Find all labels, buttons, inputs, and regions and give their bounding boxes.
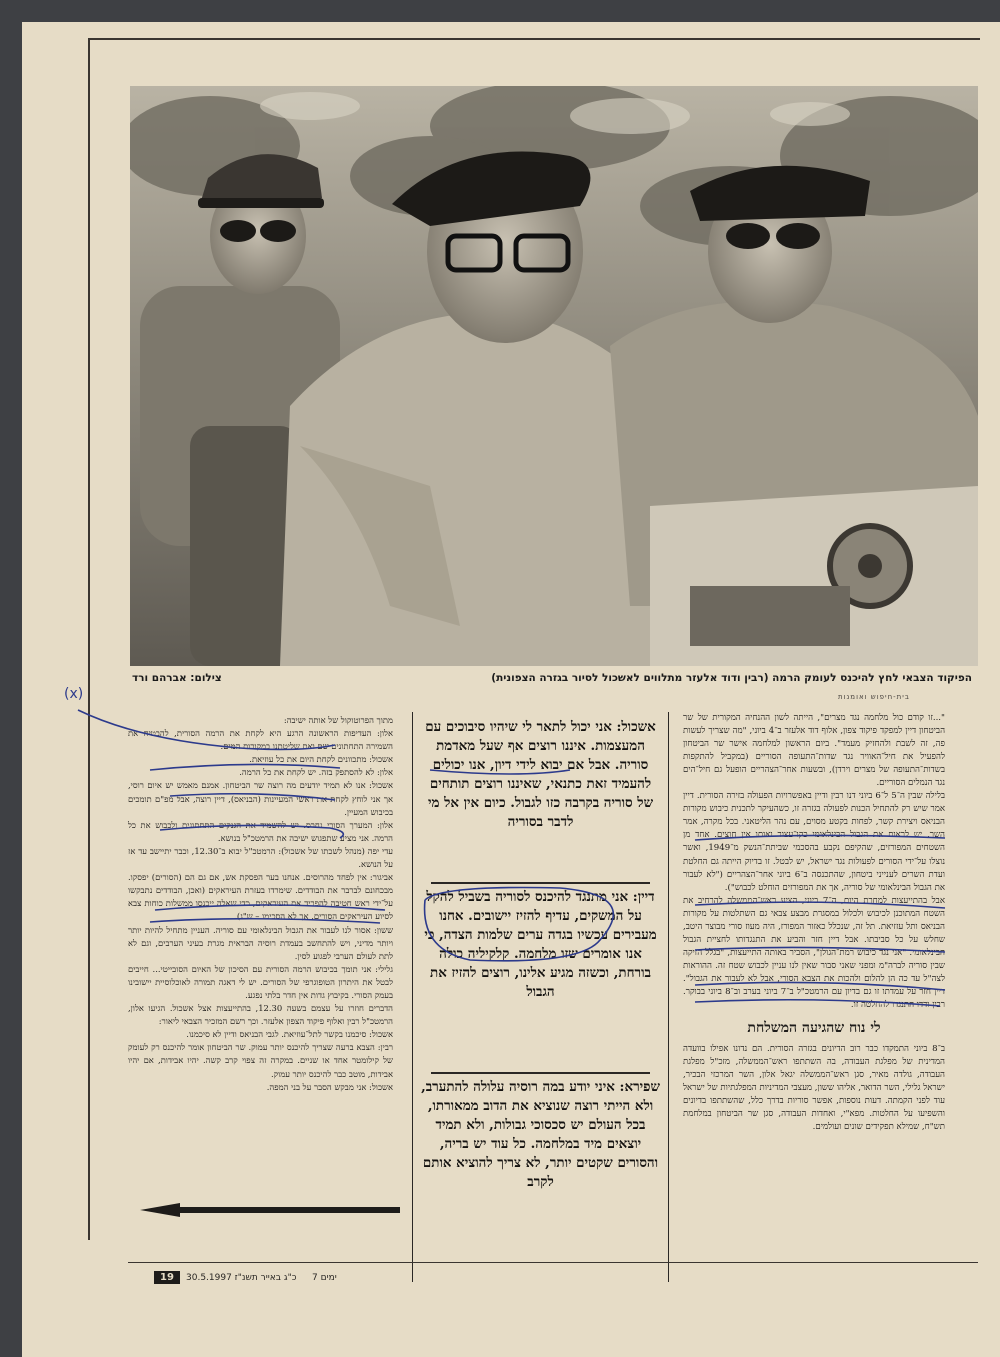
paragraph: אבל בהתייעצות למחרת היום, ה־7 ביוני, הציע ראש־הממשלה להרחיב את השטח המתוכנן לכיבוש ולכלול במסגרת מבצע צבאי גם השתלטות על מקורות הבניאס ותל עזזיאת. תל זה, שנכלל כאזור המפורז, היה מעוז סורי מבוצר היטב, שחלש על כל סביבתו. אבל דיין חזר והביע את התנגדותו לחציית הגבול הבינלאומי. "אני נגד כיבוש רמת־הגולן", הסביר באותה התייעצות, "בגלל הזיקה שבין סוריה לברה"מ ומפני שאני סבור שאין לנו עניין לכבוש שטח זה. ההוראות לצה"ל עד כה הן להלום ולהכות את הצבא הסורי, אבל לא לעבור את הגבול". דיין חזר על עמדתו זו גם בדיון עם הרמטכ"ל ב־7 ביוני בערב וב־8 ביוני בבוקר. רבין ודדו התנגדו להחלטה זו.: [683, 895, 945, 1011]
paragraph: אלון: המערך הסורי נחרס. יש להשמיד את הגנקים התחתונים ולכבוש את כל הרמה. אני מציע שתפגוש ישיבה את הרמטכ"ל בנושא.: [128, 819, 393, 843]
paragraph: "...זו קודם כול מלחמה נגד מצרים", הייתה לשון ההנחיה המקורית של שר הביטחון דיין למפקד פיקוד צפון, אלוף דוד אלעזר ב־4 ביוני, "מה שצריך לעשות פה, זה לשבת ולהחזיק מעמד". ביום הראשון למלחמה אישר שר הביטחון להפעיל את חיל־האוויר נגד שדות־התעופה הסוריים (במקביל להתקפות בשדות־התעופה של מצרים וירדן), ובשעות אחר־הצהריים הופעל גם חיל־הים נגד הנמלים הסוריים.: [683, 713, 946, 789]
paragraph: אשכול: אנו לא תמיד יודעים מה רוצה שר הביטחון. אמנם מאמש יש איום רוסי, אך אני לוחץ לקחת את ראשי המעיינות (הבניאס), דיין רוצה, אבל מפ"ם תומכים בכיבוש המעיין.: [128, 780, 393, 817]
archive-stamp: בית-חיפוש ואומנות: [838, 693, 910, 701]
page-footer: [128, 1262, 978, 1287]
paragraph: עדי יפה (מנהל לשכתו של אשכול): הרמטכ"ל יבוא ב־12.30, וכבר יתיישב עד אז על הנושא.: [128, 845, 393, 870]
pull-quote-column: [412, 712, 669, 1282]
article-column-left: [128, 714, 393, 1094]
photo-caption: הפיקוד הצבאי לחץ להיכנס לעומק הרמה (רבין ודוד אלעזר מתלווים לאשכול לסיור בגזרה הצפונית): [491, 672, 972, 684]
paragraph: אשכול: מתכוונים לקחת היום את כל עוזיאת.: [249, 754, 393, 765]
paragraph: מתוך הפרוטוקול של אותה ישיבה:: [283, 715, 393, 725]
page-number: 19: [154, 1271, 180, 1284]
pull-quote-eshkol: אשכול: אני יכול לתאר לי שיהיו סיבוכים עם המעצמות. איננו רוצים אף שעל מאדמת סוריה. אבל אם יבוא לידי דיון, אנו יכולים להעמיד זאת כתנאי, שאיננו רוצים תותחים של סוריה בקרבה כזו לגבול. כיום אין אל מי לדבר בסוריה: [425, 719, 656, 830]
paragraph: בלילה שבין ה־5 ל־6 ביוני דנו רבין ודיין באפשרויות הפעולה בזירה הסורית. דיין אמר שיש רק להתחיל הכנות לפעולה בגזרה זו, כשהעיקר לתכנית כיבוש מקורות הבניאס ויצירת קשר, לפחות בקטע מסוים, עם נהר הליטאני. בכל מקרה, אמר השר, יש לראות את הגבול הבינלאומי כקו־עצור ואותו אין חוצים. אחד מן השטחים המפורזים, שהקיפם נקבע בהסכמי שביתת־הנשק מ־1949, ואשר נוצלו על־ידי הסורים לפעולות נגד ישראל, יש לבטל. זו בדיוק הייתה גם החלטת ועדת השרים לענייני ביטחון, שהתכנסה ב־6 ביוני אחר־הצהריים ("לא לעבור את הגבול הבינלאומי של סוריה, אך את המפורזים הוחלט לכבוש").: [683, 791, 945, 893]
paragraph: אלון: העדיפות הראשונה הרגע היא לקחת את הרמה הסורית, להבטיח את השמירה התחתונים שם ואת שליטתנו במקורות המים.: [128, 728, 393, 752]
paragraph: רבין: הצבא ברעה שצריך להיכנס יותר עמוק. שר הביטחון אומר להיכנס רק לעומק של קילומטר אחד או שניים. במקרה זה צפוי קרב קשה. יהיו אבידות, אם יהיו אבידות, מוטב כבר להיכנס יותר עמוק.: [128, 1042, 393, 1079]
issue-date: 30.5.1997 כ"ג באייר תשנ"ז: [186, 1273, 297, 1283]
end-of-article-arrow-icon: [140, 1203, 400, 1217]
paragraph: ששון: אסור לנו לעבור את הגבול הבינלאומי עם סוריה. העניין מתחיל להיות יותר ויותר מדיני, ויש להתחשב בעמדת רוסיה הבראית מגרת בעיני הערבים, וגם לא לתת לעולם הערבי לפגוע לסין.: [128, 924, 393, 961]
paragraph: הדברים חוזרו על עצמם בשעה 12.30, בהתייעצות אצל אשכול. הגיעו אלון, הרמטכ"ל רבין ואלוף פיקוד הצפון אלעזר. וכך רשם המזכיר הצבאי ליאור:: [128, 1003, 393, 1027]
article-column-right: [683, 712, 945, 1134]
paragraph: גלילי: אני תומך בכיבוש הרמה הסורית עם הסיכון של האיום הסובייטי... חייבים לבטל את היתרון הטופוגרפי של הסורים. יש לי דאגה תמורה לאוכלוסיית יישובינו בעמק הסורי. בקיבוץ גדות אין חדר בלתי נפגע.: [128, 963, 393, 1000]
quote-divider: [431, 1072, 650, 1074]
publication-name: 7 ימים: [312, 1273, 337, 1283]
paragraph: אלון: לא להסתפק בזה. יש לקחת את כל הרמה.: [239, 767, 393, 778]
paragraph: אביגור: אין לפחד מהרוסים. אנחנו בער הפסקת אש, אם גם הם (הסורים) יפסקו. מבכחונם לברבר את הבודדים. שימרדו בעזרת העיראקים (ואכן, הבודדים נתבקשו על־ידי ראש חטיבה להפריד את העיראקים, כדי שאלה ייכנסו ממשלות כוחות צבא לסיוע העיראקים הסורים, אך לא הסכימו – ש"ג).: [128, 872, 393, 922]
news-photograph: [130, 86, 978, 666]
photo-credit: צילום: אברהם ורד: [132, 672, 222, 684]
paragraph: ב־8 ביוני התמקדו כבר רוב הדיונים בגזרה הסורית. הם נדונו אפילו בוועדה המדינית של מפלגת העבודה, בה השתתפו ראש־הממשלה, מזכ"ל מפלגת העבודה, גולדה מאיר, סגן ראש־הממשלה יגאל אלון, השר המרכזי הבכיר, ישראל גלילי, השר הדואר, אליהו ששון, מעצבי המדיניות המפלגתיות של ישראל עוד לפני הקמתה. דעות נוספות, אפשר סוריות בדרך כלל, שהשתתפו בדיונים והשפיעו על החלטות. מפא"י, ואחדות העבודה, סגן שר הביטחון במלחמת תש"ח, שמילא תפקידים שונים ועולמים.: [683, 1044, 945, 1133]
section-subheading: לי נוח שהגיעה המשלחת: [747, 1020, 881, 1037]
pull-quote-shapira: שפירא: איני יודע במה רוסיה עלולה להתערב, ולא הייתי רוצה שנוציא את הדוב ממאורתו, בכל העולם יש סכסוכי גבולות, ולא תמיד יוצאים מיד במלחמה. כל עוד יש בריה, והסורים שקטים יותר, לא צריך להוציא אותם לקרב: [421, 1079, 660, 1190]
handwritten-mark: (x): [64, 686, 84, 702]
pull-quote-dayan: דיין: אני מתנגד להיכנס לסוריה בשביל להקל על המשקים, עדיף להזיז יישובים. אחנו מעבירים עכשיו בגדה ערים שלמות הצדה, כי אנו אומרים שזו מלחמה. קלקיליה כולה בורחת, וכשזה מגיע אלינו, רוצים להזיז את הגבול: [424, 889, 657, 1000]
paragraph: אשכול: סיכמנו בקשר לתל־עוזיאת. לגבי הבניאס ודיין לא סיכמנו.: [186, 1029, 393, 1040]
paragraph: אשכול: אני מבקש הסבר על בני המפה.: [266, 1081, 393, 1092]
